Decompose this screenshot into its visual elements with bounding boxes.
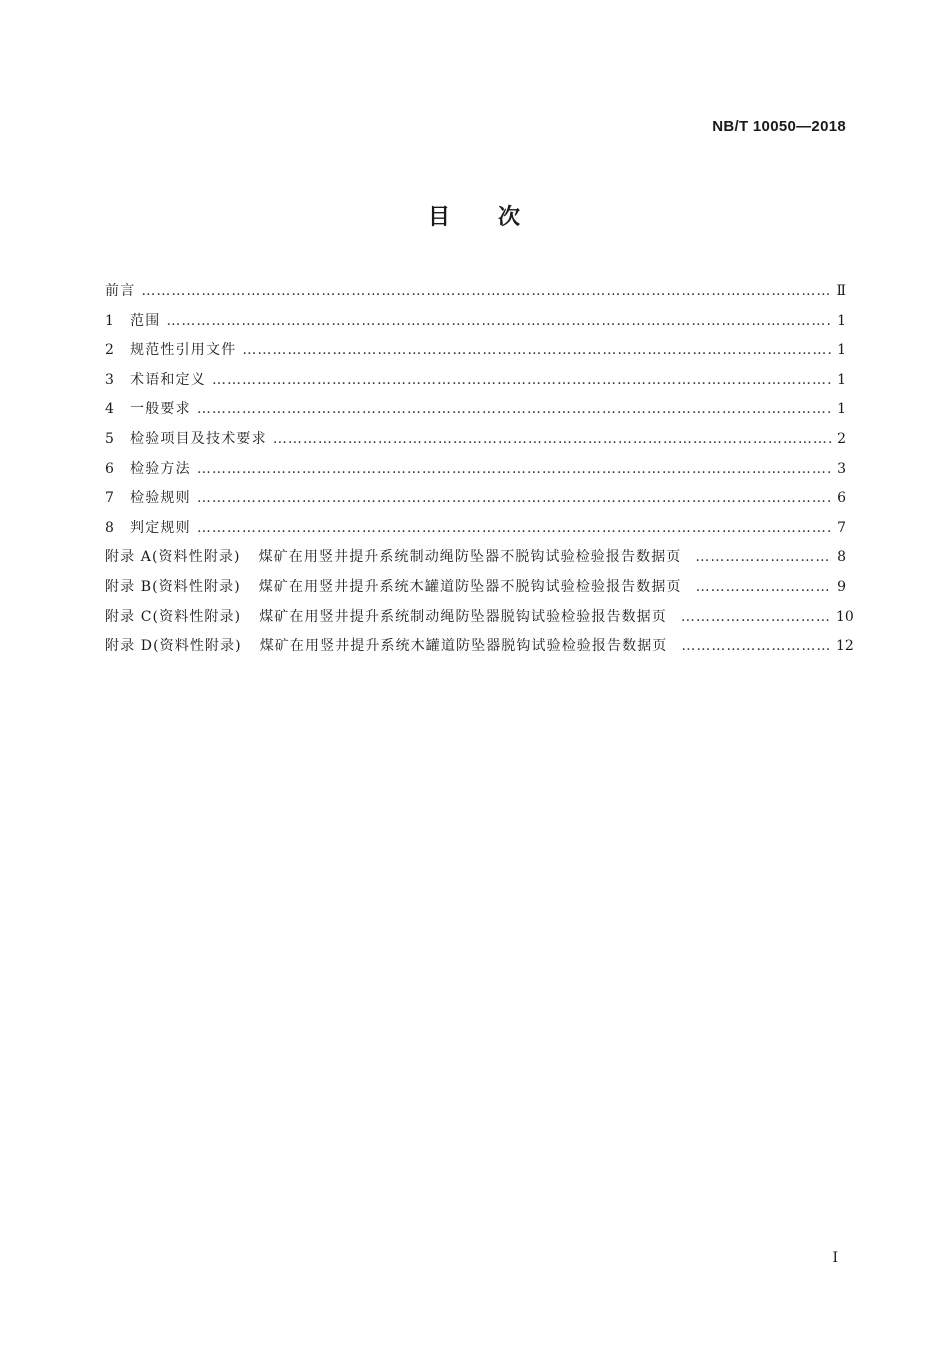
toc-entry-8[interactable] [105,517,846,547]
toc-entry-number: 2 [105,342,114,359]
toc-entry-label: 检验方法 [130,460,191,477]
appendix-label: 附录 A(资料性附录) [105,549,241,566]
appendix-label: 附录 C(资料性附录) [105,608,242,625]
toc-entry-label: 一般要求 [130,401,191,418]
toc-entry-number: 6 [105,460,114,477]
appendix-title: 煤矿在用竖井提升系统制动绳防坠器脱钩试验检验报告数据页 [259,608,667,625]
toc-entry-label: 规范性引用文件 [130,342,237,359]
toc-entry-label: 判定规则 [130,519,191,536]
page-title [0,200,950,231]
appendix-title: 煤矿在用竖井提升系统木罐道防坠器不脱钩试验检验报告数据页 [258,578,682,595]
appendix-page: 8 [837,549,846,566]
toc-entry-page: 1 [837,312,846,329]
leader-dots [197,490,832,506]
toc-entry-3[interactable] [105,369,846,399]
appendix-page: 9 [837,578,846,595]
title-part-2: 次 [498,205,523,230]
leader-dots [197,401,832,417]
toc-entry-page: 6 [837,490,846,507]
toc-entry-label: 术语和定义 [130,371,206,388]
toc-entry-5[interactable] [105,428,846,458]
appendix-page: 10 [836,608,854,625]
toc-entry-label: 范围 [130,312,161,329]
toc-entry-foreword[interactable] [105,280,846,310]
leader-dots [212,372,832,388]
table-of-contents [105,280,854,665]
toc-entry-6[interactable] [105,458,846,488]
appendix-label: 附录 D(资料性附录) [105,638,242,655]
toc-entry-number: 7 [105,490,114,507]
standard-code: NB/T 10050—2018 [712,118,846,135]
leader-dots [273,431,832,447]
toc-entry-7[interactable] [105,487,846,517]
toc-entry-label: 检验项目及技术要求 [130,430,267,447]
toc-entry-number: 4 [105,401,114,418]
appendix-title: 煤矿在用竖井提升系统木罐道防坠器脱钩试验检验报告数据页 [259,638,668,655]
leader-dots [197,461,832,477]
toc-appendix-a[interactable] [105,546,846,576]
toc-appendix-c[interactable] [105,606,854,636]
leader-dots [166,313,832,329]
toc-entry-page: 1 [837,342,846,359]
toc-entry-label: 前言 [105,283,136,299]
appendix-page: 12 [836,638,854,655]
toc-entry-4[interactable] [105,398,846,428]
leader-dots [197,520,832,536]
toc-entry-page: 7 [837,519,846,536]
leader-dots [242,342,832,358]
toc-entry-page: 3 [837,460,846,477]
toc-entry-number: 8 [105,519,114,536]
toc-entry-number: 3 [105,371,114,388]
toc-appendix-b[interactable] [105,576,846,606]
leader-dots [141,283,832,299]
toc-entry-page: 2 [837,430,846,447]
toc-appendix-d[interactable] [105,635,854,665]
toc-entry-2[interactable] [105,339,846,369]
appendix-label: 附录 B(资料性附录) [105,578,241,595]
leader-dots [695,549,832,565]
toc-entry-label: 检验规则 [130,490,191,507]
leader-dots [681,609,832,625]
leader-dots [681,638,832,654]
title-part-1: 目 [427,205,452,230]
toc-entry-number: 5 [105,430,114,447]
appendix-title: 煤矿在用竖井提升系统制动绳防坠器不脱钩试验检验报告数据页 [258,549,682,566]
toc-entry-number: 1 [105,312,114,329]
toc-entry-page: 1 [837,401,846,418]
toc-entry-1[interactable] [105,310,846,340]
footer-page-number: I [832,1250,838,1266]
toc-entry-page: Ⅱ [836,283,846,299]
toc-entry-page: 1 [837,371,846,388]
leader-dots [696,579,832,595]
